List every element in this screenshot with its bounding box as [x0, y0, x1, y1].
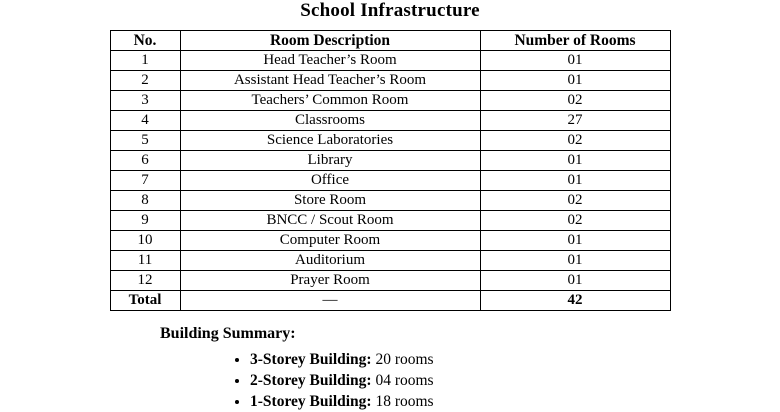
cell-description: Science Laboratories [180, 131, 480, 151]
table-row [110, 271, 670, 291]
table-row [110, 151, 670, 171]
cell-no: 4 [110, 111, 180, 131]
cell-no: 3 [110, 91, 180, 111]
list-item [250, 349, 780, 370]
cell-no: 8 [110, 191, 180, 211]
cell-description: Computer Room [180, 231, 480, 251]
cell-count: 02 [480, 91, 670, 111]
cell-description: Prayer Room [180, 271, 480, 291]
cell-no: 1 [110, 51, 180, 71]
cell-no: 2 [110, 71, 180, 91]
cell-count: 01 [480, 151, 670, 171]
summary-item-label: 2-Storey Building: [250, 372, 372, 389]
cell-total-label: Total [110, 291, 180, 311]
list-item [250, 391, 780, 412]
table-row [110, 131, 670, 151]
cell-description: Library [180, 151, 480, 171]
table-row [110, 51, 670, 71]
summary-item-value: 04 rooms [375, 372, 434, 389]
cell-description: Office [180, 171, 480, 191]
cell-count: 02 [480, 131, 670, 151]
building-summary-list [160, 349, 780, 412]
cell-description: Classrooms [180, 111, 480, 131]
cell-description: Teachers’ Common Room [180, 91, 480, 111]
table-row [110, 71, 670, 91]
table-row [110, 231, 670, 251]
cell-no: 7 [110, 171, 180, 191]
cell-count: 27 [480, 111, 670, 131]
cell-count: 01 [480, 271, 670, 291]
table-row [110, 211, 670, 231]
cell-description: Head Teacher’s Room [180, 51, 480, 71]
column-header-count: Number of Rooms [480, 31, 670, 51]
cell-count: 01 [480, 231, 670, 251]
cell-count: 01 [480, 51, 670, 71]
table-row [110, 191, 670, 211]
cell-count: 02 [480, 191, 670, 211]
cell-description: BNCC / Scout Room [180, 211, 480, 231]
cell-description: Auditorium [180, 251, 480, 271]
cell-no: 6 [110, 151, 180, 171]
cell-no: 12 [110, 271, 180, 291]
summary-item-label: 3-Storey Building: [250, 351, 372, 368]
list-item [250, 370, 780, 391]
infrastructure-table-container [0, 30, 780, 311]
cell-no: 11 [110, 251, 180, 271]
summary-item-label: 1-Storey Building: [250, 393, 372, 410]
building-summary-title: Building Summary: [160, 325, 296, 342]
cell-count: 01 [480, 171, 670, 191]
cell-no: 9 [110, 211, 180, 231]
table-row [110, 171, 670, 191]
table-total-row [110, 291, 670, 311]
cell-total-description: — [180, 291, 480, 311]
cell-no: 10 [110, 231, 180, 251]
table-header [110, 31, 670, 51]
cell-description: Assistant Head Teacher’s Room [180, 71, 480, 91]
table-row [110, 91, 670, 111]
table-row [110, 251, 670, 271]
cell-no: 5 [110, 131, 180, 151]
column-header-no: No. [110, 31, 180, 51]
summary-item-value: 18 rooms [375, 393, 434, 410]
cell-description: Store Room [180, 191, 480, 211]
table-header-row [110, 31, 670, 51]
cell-count: 02 [480, 211, 670, 231]
table-row [110, 111, 670, 131]
cell-count: 01 [480, 71, 670, 91]
page-title: School Infrastructure [300, 0, 480, 21]
summary-item-value: 20 rooms [375, 351, 434, 368]
column-header-description: Room Description [180, 31, 480, 51]
table-body [110, 51, 670, 311]
building-summary-section [0, 325, 780, 412]
infrastructure-table [110, 30, 671, 311]
cell-total-count: 42 [480, 291, 670, 311]
cell-count: 01 [480, 251, 670, 271]
